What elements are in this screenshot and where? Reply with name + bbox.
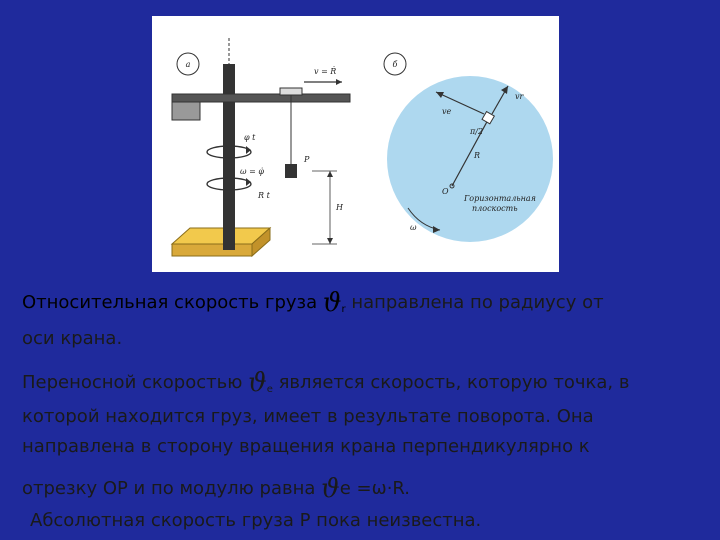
- paragraph-3: Абсолютная скорость груза Р пока неизвестна.: [30, 510, 482, 531]
- paragraph-2-line-4: [22, 476, 410, 502]
- H-arrow-top: [327, 171, 333, 177]
- omega-label: ω = φ̇: [240, 167, 264, 176]
- paragraph-1-line-1: [22, 290, 604, 323]
- crane-diagram: [152, 16, 559, 272]
- counterweight: [172, 102, 200, 120]
- paragraph-2-line-3: направлена в сторону вращения крана перпендикулярно к: [22, 436, 590, 457]
- H-label: H: [336, 203, 343, 212]
- omega-b-label: ω: [410, 223, 417, 232]
- diagram-figure: [152, 16, 559, 272]
- vr-label: vr: [515, 92, 524, 101]
- phi-t-label: φ t: [244, 133, 256, 142]
- load-P: [285, 164, 297, 178]
- vr-symbol: ϑr: [322, 288, 346, 318]
- ve-symbol-2: ϑ: [321, 474, 340, 504]
- ve-symbol: ϑe: [248, 368, 273, 398]
- p2-text-part2: является скорость, которую точка, в: [278, 372, 630, 393]
- ve-label: ve: [442, 107, 452, 116]
- p1-text-part1: Относительная скорость груза: [22, 292, 318, 313]
- trolley: [280, 88, 302, 95]
- p2-line4-part2: e =ω·R.: [339, 478, 411, 499]
- crane-mast: [223, 64, 235, 250]
- panel-b-label: б: [392, 60, 398, 69]
- plane-label-1: Горизонтальная: [464, 194, 536, 203]
- p2-text-part1: Переносной скоростью: [22, 372, 243, 393]
- p1-text-part2: направлена по радиусу от: [351, 292, 604, 313]
- plane-label-2: плоскость: [472, 204, 518, 213]
- P-label: P: [304, 155, 310, 164]
- p2-line4-part1: отрезку ОР и по модулю равна: [22, 478, 316, 499]
- crane-boom: [172, 94, 350, 102]
- crane-base-front: [172, 244, 252, 256]
- velocity-arrowhead: [336, 79, 342, 85]
- H-arrow-bottom: [327, 238, 333, 244]
- paragraph-2-line-2: которой находится груз, имеет в результате поворота. Она: [22, 406, 594, 427]
- horizontal-plane-disk: [387, 76, 553, 242]
- O-label: O: [442, 187, 449, 196]
- R-label: R: [474, 151, 481, 160]
- pi2-label: π/2: [470, 127, 484, 136]
- panel-a-label: а: [185, 60, 191, 69]
- v-eq-label: v = Ṙ: [314, 67, 337, 76]
- R-t-label: R t: [258, 191, 270, 200]
- paragraph-1-line-2: оси крана.: [22, 328, 123, 349]
- paragraph-2-line-1: [22, 370, 629, 403]
